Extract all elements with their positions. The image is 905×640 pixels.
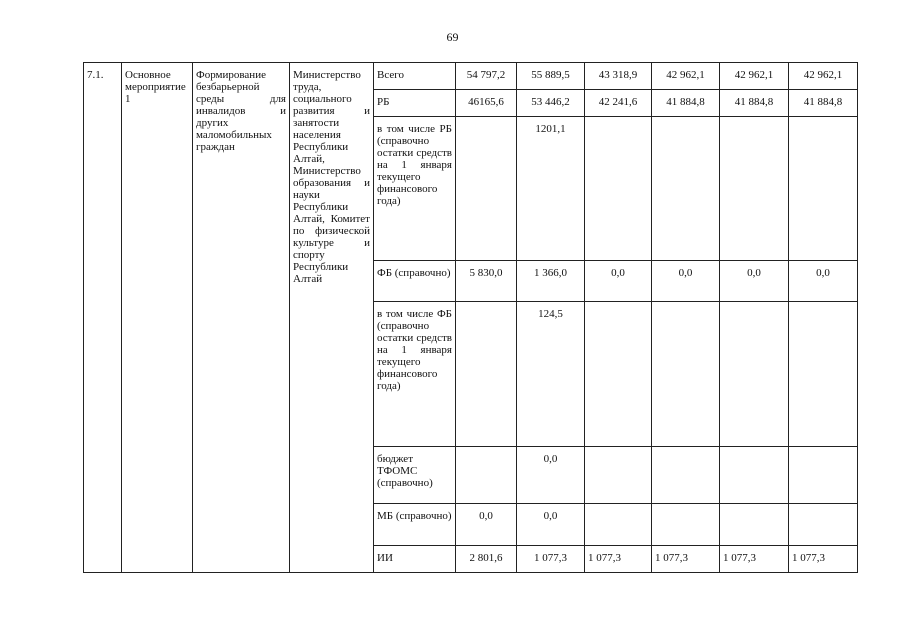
- funding-value: [789, 447, 858, 504]
- funding-value: 43 318,9: [585, 63, 652, 90]
- funding-value: [456, 117, 517, 261]
- funding-source: МБ (справочно): [374, 504, 456, 546]
- funding-value: 42 962,1: [652, 63, 720, 90]
- funding-value: 42 962,1: [720, 63, 789, 90]
- funding-value: [789, 117, 858, 261]
- event-title: Основное мероприятие 1: [122, 63, 193, 573]
- funding-source: бюджет ТФОМС (справочно): [374, 447, 456, 504]
- funding-value: 1 077,3: [652, 546, 720, 573]
- funding-value: [652, 302, 720, 447]
- row-code: 7.1.: [84, 63, 122, 573]
- page-number: 69: [446, 30, 459, 44]
- funding-value: 0,0: [789, 261, 858, 302]
- funding-value: 41 884,8: [789, 90, 858, 117]
- funding-value: 55 889,5: [517, 63, 585, 90]
- funding-value: [720, 302, 789, 447]
- funding-value: [720, 447, 789, 504]
- funding-value: [652, 117, 720, 261]
- program-funding-table: [83, 62, 858, 573]
- funding-source: Всего: [374, 63, 456, 90]
- funding-value: [720, 117, 789, 261]
- funding-value: [652, 504, 720, 546]
- funding-value: [652, 447, 720, 504]
- event-name: Формирование безбарьерной среды для инвалидов и других маломобильных граждан: [193, 63, 290, 573]
- funding-value: 53 446,2: [517, 90, 585, 117]
- funding-value: 0,0: [517, 447, 585, 504]
- funding-value: [720, 504, 789, 546]
- funding-value: 41 884,8: [652, 90, 720, 117]
- funding-value: [789, 302, 858, 447]
- funding-value: [456, 302, 517, 447]
- funding-value: 1201,1: [517, 117, 585, 261]
- funding-value: 1 077,3: [585, 546, 652, 573]
- funding-value: 0,0: [456, 504, 517, 546]
- funding-value: [585, 117, 652, 261]
- funding-source: ФБ (справочно): [374, 261, 456, 302]
- funding-source: в том числе ФБ (справочно остатки средств на 1 января текущего финансового года): [374, 302, 456, 447]
- funding-source: в том числе РБ (справочно остатки средств на 1 января текущего финансового года): [374, 117, 456, 261]
- funding-value: 42 962,1: [789, 63, 858, 90]
- funding-value: 124,5: [517, 302, 585, 447]
- funding-value: 5 830,0: [456, 261, 517, 302]
- funding-value: [456, 447, 517, 504]
- funding-value: 54 797,2: [456, 63, 517, 90]
- funding-value: 1 366,0: [517, 261, 585, 302]
- funding-value: [789, 504, 858, 546]
- funding-value: 1 077,3: [789, 546, 858, 573]
- funding-value: [585, 302, 652, 447]
- funding-value: 1 077,3: [517, 546, 585, 573]
- funding-source: РБ: [374, 90, 456, 117]
- funding-source: ИИ: [374, 546, 456, 573]
- funding-value: 46165,6: [456, 90, 517, 117]
- funding-value: 0,0: [585, 261, 652, 302]
- funding-value: [585, 504, 652, 546]
- funding-value: 41 884,8: [720, 90, 789, 117]
- funding-value: 0,0: [517, 504, 585, 546]
- responsible-executor: Министерство труда, социального развития и занятости населения Республики Алтай, Министерство образования и науки Республики Алтай, Комитет по физической культуре и спорту Республики Алтай: [290, 63, 374, 573]
- funding-value: 2 801,6: [456, 546, 517, 573]
- funding-value: 1 077,3: [720, 546, 789, 573]
- funding-value: 0,0: [720, 261, 789, 302]
- funding-value: 42 241,6: [585, 90, 652, 117]
- funding-value: 0,0: [652, 261, 720, 302]
- funding-value: [585, 447, 652, 504]
- table-row: [84, 63, 858, 90]
